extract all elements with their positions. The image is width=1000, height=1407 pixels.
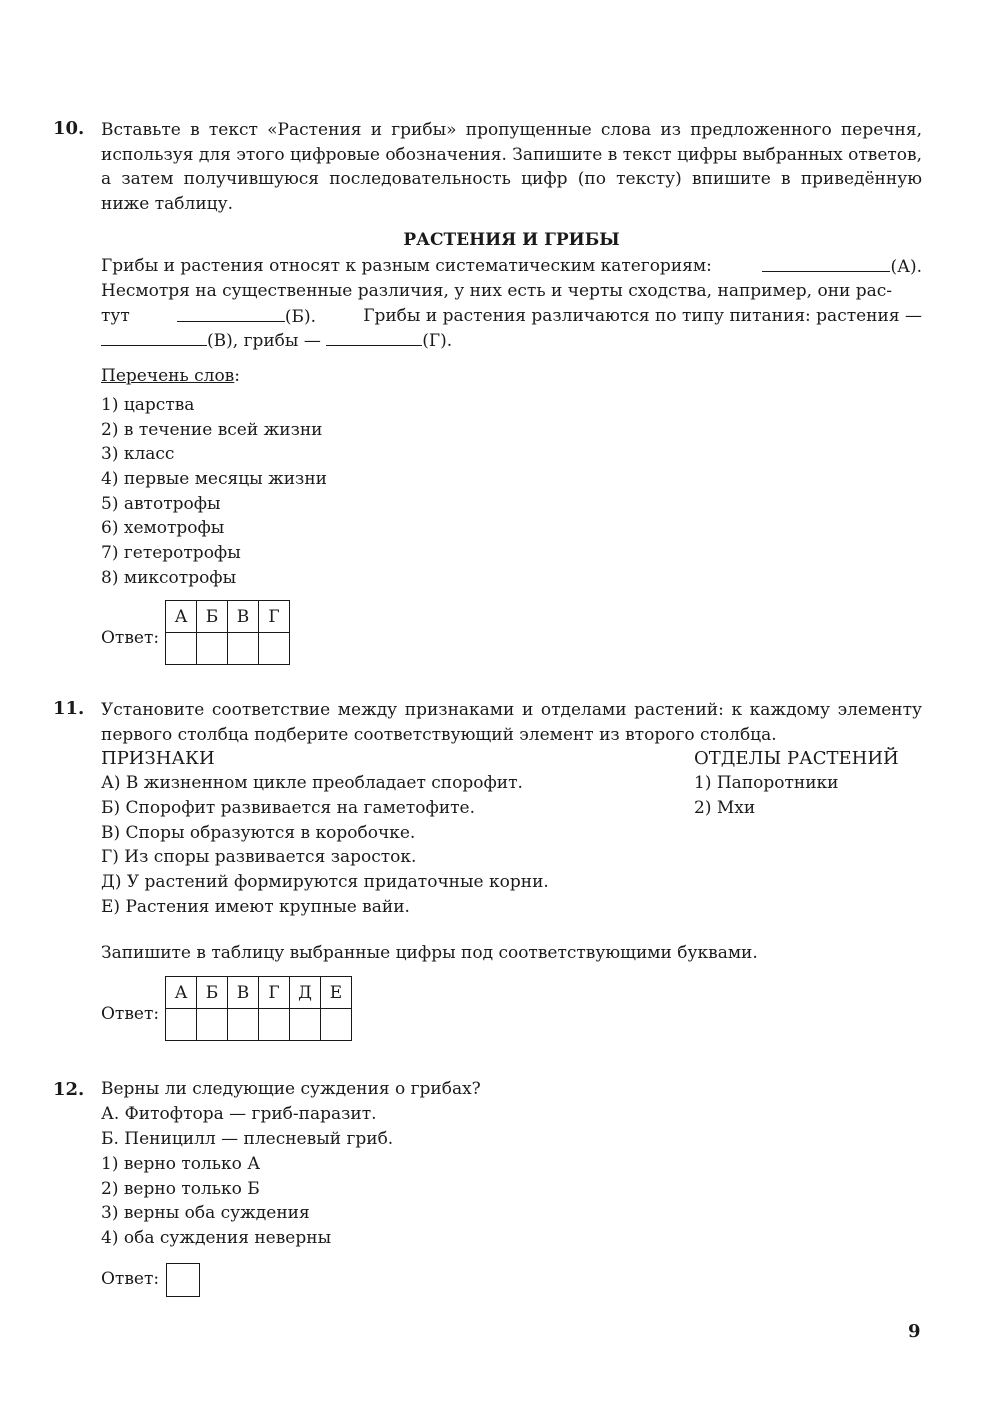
answer-cell[interactable] — [197, 633, 228, 665]
q10-text-line-3 — [101, 306, 922, 327]
q10-mark-v: (В), грибы — — [207, 331, 321, 351]
q11-feature: Г) Из споры развивается заросток. — [101, 847, 417, 867]
blank-g[interactable] — [326, 330, 422, 346]
q12-number: 12. — [53, 1079, 85, 1100]
q11-col1-header: ПРИЗНАКИ — [101, 748, 215, 769]
q11-answer-table — [165, 976, 352, 1041]
q11-feature: А) В жизненном цикле преобладает спорофит. — [101, 773, 523, 793]
q10-option: 7) гетеротрофы — [101, 543, 241, 563]
q10-text-l1-start: Грибы и растения относят к разным систематическим категориям: — [101, 256, 712, 276]
q10-answer-label: Ответ: — [101, 628, 160, 648]
q10-text-line-4 — [101, 330, 452, 351]
answer-header: В — [228, 977, 259, 1009]
answer-cell[interactable] — [166, 1009, 197, 1041]
q10-text-title: РАСТЕНИЯ И ГРИБЫ — [403, 230, 620, 250]
q10-mark-a: (А). — [890, 257, 922, 277]
page-number: 9 — [908, 1321, 921, 1342]
q10-blank-a-group — [762, 256, 922, 277]
q11-feature: Д) У растений формируются придаточные корни. — [101, 872, 549, 892]
q10-text-line-2 — [101, 281, 922, 301]
answer-cell[interactable] — [259, 633, 290, 665]
answer-cell[interactable] — [259, 1009, 290, 1041]
q11-division: 1) Папоротники — [694, 773, 839, 793]
q11-answer-label: Ответ: — [101, 1004, 160, 1024]
q11-number: 11. — [53, 698, 85, 719]
q12-answer-label: Ответ: — [101, 1269, 160, 1289]
answer-cell[interactable] — [290, 1009, 321, 1041]
q10-answer-table — [165, 600, 290, 665]
q12-question: Верны ли следующие суждения о грибах? — [101, 1079, 481, 1099]
q12-statement: А. Фитофтора — гриб-паразит. — [101, 1104, 377, 1124]
q12-option: 3) верны оба суждения — [101, 1203, 310, 1223]
q10-blank-b-group — [177, 306, 316, 327]
q10-list-title-text: Перечень слов — [101, 366, 235, 386]
q10-option: 8) миксотрофы — [101, 568, 237, 588]
q11-table-instruction: Запишите в таблицу выбранные цифры под соответствующими буквами. — [101, 943, 758, 963]
q10-mark-b: (Б). — [284, 307, 317, 327]
answer-header: В — [228, 601, 259, 633]
q10-list-colon: : — [234, 366, 240, 386]
q10-option: 6) хемотрофы — [101, 518, 225, 538]
answer-cell[interactable] — [166, 633, 197, 665]
q10-instruction: Вставьте в текст «Растения и грибы» пропущенные слова из предложенного перечня, используя для этого цифровые обозначения. Запишите в текст цифры выбранных ответов, а затем получившуюся последовательность цифр (по тексту) впишите в приведённую ниже таблицу. — [101, 120, 922, 214]
answer-header: А — [166, 977, 197, 1009]
q11-instruction: Установите соответствие между признаками и отделами растений: к каждому элементу первого столбца подберите соответствующий элемент из второго столбца. — [101, 700, 922, 745]
answer-header: Б — [197, 601, 228, 633]
answer-header: Д — [290, 977, 321, 1009]
q10-option: 5) автотрофы — [101, 494, 221, 514]
q11-division: 2) Мхи — [694, 798, 756, 818]
q12-answer-box[interactable] — [166, 1263, 200, 1297]
q10-list-title — [101, 366, 240, 386]
q11-col2-header: ОТДЕЛЫ РАСТЕНИЙ — [694, 748, 899, 769]
blank-b[interactable] — [177, 306, 285, 322]
answer-cell[interactable] — [321, 1009, 352, 1041]
q10-option: 1) царства — [101, 395, 195, 415]
answer-cell[interactable] — [228, 1009, 259, 1041]
answer-cell[interactable] — [228, 633, 259, 665]
q10-number: 10. — [53, 118, 85, 139]
answer-cell[interactable] — [197, 1009, 228, 1041]
q10-text-l3-start: тут — [101, 306, 130, 326]
q11-feature: В) Споры образуются в коробочке. — [101, 823, 416, 843]
q12-option: 2) верно только Б — [101, 1179, 260, 1199]
blank-a[interactable] — [762, 256, 890, 272]
q10-text-l2: Несмотря на существенные различия, у них есть и черты сходства, например, они рас- — [101, 281, 893, 301]
q11-feature: Е) Растения имеют крупные вайи. — [101, 897, 410, 917]
answer-header: Г — [259, 601, 290, 633]
answer-header: Б — [197, 977, 228, 1009]
answer-header: Е — [321, 977, 352, 1009]
q12-option: 4) оба суждения неверны — [101, 1228, 332, 1248]
answer-header: Г — [259, 977, 290, 1009]
q10-text-line-1 — [101, 256, 922, 277]
blank-v[interactable] — [101, 330, 207, 346]
q10-text-l3-rest: Грибы и растения различаются по типу питания: растения — — [363, 306, 922, 326]
q12-statement: Б. Пеницилл — плесневый гриб. — [101, 1129, 394, 1149]
q10-option: 3) класс — [101, 444, 175, 464]
q11-feature: Б) Спорофит развивается на гаметофите. — [101, 798, 476, 818]
q10-option: 4) первые месяцы жизни — [101, 469, 327, 489]
q10-option: 2) в течение всей жизни — [101, 420, 323, 440]
answer-header: А — [166, 601, 197, 633]
q12-option: 1) верно только А — [101, 1154, 261, 1174]
q10-mark-g: (Г). — [422, 331, 453, 351]
